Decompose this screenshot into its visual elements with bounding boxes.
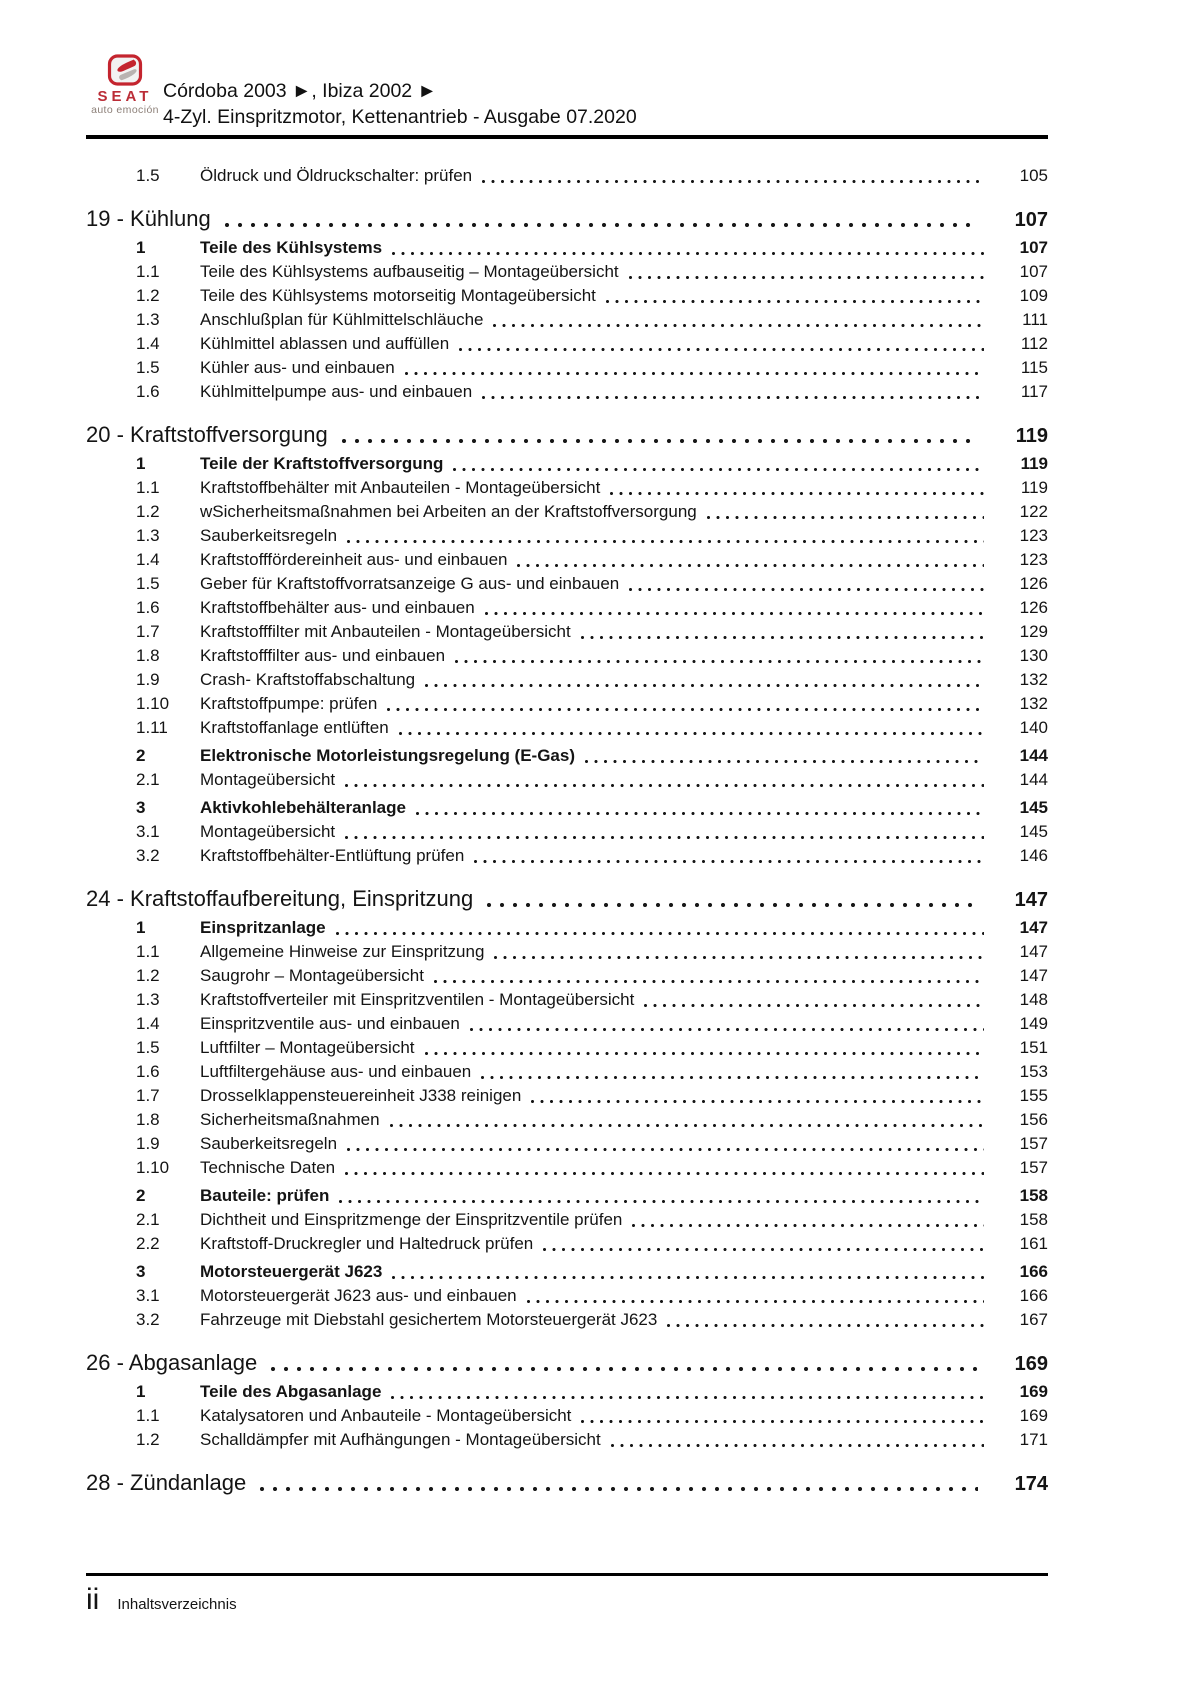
toc-row bbox=[86, 284, 1048, 308]
dot-leader bbox=[459, 348, 984, 351]
toc-row-title: 24 - Kraftstoffaufbereitung, Einspritzung bbox=[86, 886, 474, 911]
toc-row-number: 1 bbox=[136, 238, 146, 257]
dot-leader bbox=[390, 1124, 984, 1127]
dot-leader bbox=[347, 540, 984, 543]
toc-row-page: 117 bbox=[998, 380, 1048, 1684]
toc-row-title: Montageübersicht bbox=[200, 822, 336, 841]
toc-row-number: 1.2 bbox=[136, 966, 160, 985]
toc-row-title: Kraftstoff-Druckregler und Haltedruck prüfen bbox=[200, 1234, 534, 1253]
toc-row-title: Kraftstoffpumpe: prüfen bbox=[200, 694, 378, 713]
toc-row bbox=[86, 1060, 1048, 1084]
toc-row-page: 115 bbox=[998, 356, 1048, 1684]
toc-row-number: 1.3 bbox=[136, 526, 160, 545]
toc-row-number: 1.9 bbox=[136, 670, 160, 689]
brand-tagline: auto emoción bbox=[91, 104, 159, 116]
toc-row bbox=[86, 524, 1048, 548]
header-rule bbox=[86, 135, 1048, 139]
toc-row-title: Elektronische Motorleistungsregelung (E-Gas) bbox=[200, 746, 576, 765]
dot-leader bbox=[611, 1444, 984, 1447]
dot-leader bbox=[667, 1324, 984, 1327]
toc-row bbox=[86, 1208, 1048, 1232]
toc-row-number: 2.1 bbox=[136, 1210, 160, 1229]
toc-row-title: Drosselklappensteuereinheit J338 reinigen bbox=[200, 1086, 522, 1105]
toc-row-page: 140 bbox=[998, 716, 1048, 1684]
toc-row-title: Sicherheitsmaßnahmen bbox=[200, 1110, 380, 1129]
toc-row bbox=[86, 644, 1048, 668]
dot-leader bbox=[399, 732, 984, 735]
toc-row-page: 145 bbox=[998, 796, 1048, 1684]
toc-row-title: Katalysatoren und Anbauteile - Montageübersicht bbox=[200, 1406, 572, 1425]
toc-row-title: Kühler aus- und einbauen bbox=[200, 358, 395, 377]
dot-leader bbox=[345, 836, 984, 839]
seat-logo bbox=[84, 54, 166, 116]
dot-leader bbox=[474, 860, 984, 863]
toc-row-title: Teile des Kühlsystems bbox=[200, 238, 383, 257]
toc-row-number: 3 bbox=[136, 1262, 146, 1281]
toc-row-number: 1.8 bbox=[136, 646, 160, 665]
toc-row-title: Sauberkeitsregeln bbox=[200, 526, 338, 545]
toc-row-page: 156 bbox=[998, 1108, 1048, 1684]
toc-row bbox=[86, 668, 1048, 692]
toc-row bbox=[86, 1260, 1048, 1284]
dot-leader bbox=[339, 1200, 984, 1203]
toc-row-title: Geber für Kraftstoffvorratsanzeige G aus- und einbauen bbox=[200, 574, 620, 593]
toc-row bbox=[86, 452, 1048, 476]
toc-row bbox=[86, 206, 1048, 232]
toc-row-title: Schalldämpfer mit Aufhängungen - Montageübersicht bbox=[200, 1430, 601, 1449]
toc-row-title: Kühlmittelpumpe aus- und einbauen bbox=[200, 382, 473, 401]
dot-leader bbox=[707, 516, 984, 519]
toc-row-number: 1.11 bbox=[136, 718, 168, 737]
toc-row-title: 20 - Kraftstoffversorgung bbox=[86, 422, 328, 447]
toc-row-number: 1.5 bbox=[136, 1038, 160, 1057]
toc-row-page: 148 bbox=[998, 988, 1048, 1684]
dot-leader bbox=[494, 956, 984, 959]
toc-row bbox=[86, 1380, 1048, 1404]
toc-row bbox=[86, 1108, 1048, 1132]
brand-wordmark: SEAT bbox=[97, 88, 153, 105]
toc-row-title: Einspritzventile aus- und einbauen bbox=[200, 1014, 460, 1033]
toc-row-number: 1.6 bbox=[136, 382, 160, 401]
toc-row bbox=[86, 768, 1048, 792]
toc-row-title: Teile der Kraftstoffversorgung bbox=[200, 454, 444, 473]
toc-row bbox=[86, 164, 1048, 188]
dot-leader bbox=[487, 903, 978, 907]
toc-row-title: Öldruck und Öldruckschalter: prüfen bbox=[200, 166, 473, 185]
toc-row bbox=[86, 1308, 1048, 1332]
toc-row bbox=[86, 332, 1048, 356]
toc-row-page: 107 bbox=[994, 207, 1048, 1684]
toc-row-number: 1.6 bbox=[136, 1062, 160, 1081]
toc-row-title: Kraftstoffbehälter mit Anbauteilen - Montageübersicht bbox=[200, 478, 601, 497]
toc-row-title: Teile des Kühlsystems aufbauseitig – Montageübersicht bbox=[200, 262, 619, 281]
toc-row bbox=[86, 964, 1048, 988]
toc-row-number: 2 bbox=[136, 1186, 146, 1205]
toc-row-page: 166 bbox=[998, 1284, 1048, 1684]
toc-row-page: 111 bbox=[998, 308, 1048, 1684]
dot-leader bbox=[481, 1076, 984, 1079]
toc-row bbox=[86, 744, 1048, 768]
toc-row-title: wSicherheitsmaßnahmen bei Arbeiten an der Kraftstoffversorgung bbox=[200, 502, 697, 521]
toc-row-number: 1.5 bbox=[136, 574, 160, 593]
dot-leader bbox=[531, 1100, 984, 1103]
table-of-contents bbox=[86, 164, 1048, 1496]
header-title-line1: Córdoba 2003 ►, Ibiza 2002 ► bbox=[163, 80, 437, 102]
toc-row-page: 147 bbox=[998, 964, 1048, 1684]
footer-rule bbox=[86, 1573, 1048, 1576]
dot-leader bbox=[629, 588, 984, 591]
toc-row-title: Dichtheit und Einspritzmenge der Einspritzventile prüfen bbox=[200, 1210, 623, 1229]
toc-row bbox=[86, 820, 1048, 844]
toc-row bbox=[86, 1012, 1048, 1036]
toc-row-number: 1.1 bbox=[136, 942, 160, 961]
toc-row-number: 2 bbox=[136, 746, 146, 765]
toc-row bbox=[86, 1156, 1048, 1180]
toc-row bbox=[86, 886, 1048, 912]
toc-row-number: 1.4 bbox=[136, 550, 160, 569]
toc-row-number: 1.5 bbox=[136, 166, 160, 185]
toc-row-number: 2.1 bbox=[136, 770, 160, 789]
toc-row-number: 3.2 bbox=[136, 846, 160, 865]
dot-leader bbox=[391, 1396, 984, 1399]
toc-row-page: 123 bbox=[998, 548, 1048, 1684]
toc-row-title: Allgemeine Hinweise zur Einspritzung bbox=[200, 942, 485, 961]
toc-row-page: 157 bbox=[998, 1156, 1048, 1684]
toc-row bbox=[86, 596, 1048, 620]
dot-leader bbox=[517, 564, 984, 567]
dot-leader bbox=[345, 1172, 984, 1175]
toc-row-number: 1.6 bbox=[136, 598, 160, 617]
toc-row bbox=[86, 422, 1048, 448]
dot-leader bbox=[271, 1367, 978, 1371]
toc-row-page: 147 bbox=[998, 940, 1048, 1684]
toc-row bbox=[86, 356, 1048, 380]
toc-row bbox=[86, 940, 1048, 964]
toc-row-page: 171 bbox=[998, 1428, 1048, 1684]
toc-row-number: 1.3 bbox=[136, 990, 160, 1009]
toc-row-page: 144 bbox=[998, 768, 1048, 1684]
toc-row-number: 1 bbox=[136, 918, 146, 937]
toc-row-title: Einspritzanlage bbox=[200, 918, 326, 937]
dot-leader bbox=[493, 324, 984, 327]
toc-row-number: 1.3 bbox=[136, 310, 160, 329]
footer-text: Inhaltsverzeichnis bbox=[117, 1596, 237, 1613]
toc-row-number: 3.1 bbox=[136, 1286, 160, 1305]
toc-row-title: Kraftstofffördereinheit aus- und einbauen bbox=[200, 550, 508, 569]
toc-row-page: 112 bbox=[998, 332, 1048, 1684]
toc-row bbox=[86, 1232, 1048, 1256]
toc-row-page: 122 bbox=[998, 500, 1048, 1684]
toc-row-number: 1.4 bbox=[136, 1014, 160, 1033]
toc-row bbox=[86, 236, 1048, 260]
toc-row-title: 26 - Abgasanlage bbox=[86, 1350, 258, 1375]
toc-row-page: 132 bbox=[998, 692, 1048, 1684]
toc-row-title: Luftfiltergehäuse aus- und einbauen bbox=[200, 1062, 472, 1081]
toc-row bbox=[86, 260, 1048, 284]
toc-row bbox=[86, 916, 1048, 940]
dot-leader bbox=[453, 468, 984, 471]
header-titles bbox=[163, 78, 637, 130]
toc-row-title: Luftfilter – Montageübersicht bbox=[200, 1038, 415, 1057]
toc-row-title: Sauberkeitsregeln bbox=[200, 1134, 338, 1153]
toc-row-title: Crash- Kraftstoffabschaltung bbox=[200, 670, 416, 689]
dot-leader bbox=[392, 252, 984, 255]
toc-row-title: Anschlußplan für Kühlmittelschläuche bbox=[200, 310, 484, 329]
dot-leader bbox=[405, 372, 984, 375]
toc-row-page: 107 bbox=[998, 260, 1048, 1684]
toc-row-page: 123 bbox=[998, 524, 1048, 1684]
toc-row-page: 105 bbox=[998, 164, 1048, 1684]
toc-row-number: 1.2 bbox=[136, 1430, 160, 1449]
toc-row bbox=[86, 500, 1048, 524]
toc-row-page: 146 bbox=[998, 844, 1048, 1684]
toc-row-number: 3.1 bbox=[136, 822, 160, 841]
header-title-line2: 4-Zyl. Einspritzmotor, Kettenantrieb - Ausgabe 07.2020 bbox=[163, 106, 637, 128]
toc-row-page: 169 bbox=[994, 1351, 1048, 1684]
toc-row-number: 1.5 bbox=[136, 358, 160, 377]
toc-row-page: 144 bbox=[998, 744, 1048, 1684]
toc-row-number: 1 bbox=[136, 454, 146, 473]
toc-row-title: Motorsteuergerät J623 aus- und einbauen bbox=[200, 1286, 517, 1305]
dot-leader bbox=[392, 1276, 984, 1279]
seat-emblem-icon bbox=[105, 54, 145, 88]
toc-row-page: 169 bbox=[998, 1380, 1048, 1684]
toc-row-page: 126 bbox=[998, 572, 1048, 1684]
toc-row-title: Technische Daten bbox=[200, 1158, 336, 1177]
toc-row-title: Motorsteuergerät J623 bbox=[200, 1262, 383, 1281]
dot-leader bbox=[225, 223, 978, 227]
toc-row bbox=[86, 1132, 1048, 1156]
toc-row bbox=[86, 1184, 1048, 1208]
toc-row-page: 119 bbox=[994, 423, 1048, 1684]
toc-row-title: Aktivkohlebehälteranlage bbox=[200, 798, 406, 817]
toc-row-title: Teile des Kühlsystems motorseitig Montageübersicht bbox=[200, 286, 596, 305]
toc-row bbox=[86, 1470, 1048, 1496]
toc-row-number: 1.7 bbox=[136, 622, 160, 641]
toc-row bbox=[86, 380, 1048, 404]
toc-row-page: 107 bbox=[998, 236, 1048, 1684]
toc-row-page: 130 bbox=[998, 644, 1048, 1684]
dot-leader bbox=[585, 760, 984, 763]
toc-row bbox=[86, 1036, 1048, 1060]
footer-page-label: ii bbox=[86, 1583, 100, 1616]
toc-row-page: 119 bbox=[998, 452, 1048, 1684]
dot-leader bbox=[482, 180, 984, 183]
dot-leader bbox=[527, 1300, 984, 1303]
toc-row bbox=[86, 620, 1048, 644]
toc-row-number: 1.1 bbox=[136, 1406, 160, 1425]
toc-row bbox=[86, 548, 1048, 572]
toc-row-title: Kraftstoffanlage entlüften bbox=[200, 718, 389, 737]
toc-row-page: 151 bbox=[998, 1036, 1048, 1684]
toc-row-page: 145 bbox=[998, 820, 1048, 1684]
toc-row bbox=[86, 308, 1048, 332]
toc-row-page: 129 bbox=[998, 620, 1048, 1684]
dot-leader bbox=[425, 684, 984, 687]
dot-leader bbox=[336, 932, 984, 935]
toc-row-title: Saugrohr – Montageübersicht bbox=[200, 966, 424, 985]
toc-row-page: 174 bbox=[994, 1471, 1048, 1684]
toc-row bbox=[86, 988, 1048, 1012]
dot-leader bbox=[342, 439, 978, 443]
toc-row bbox=[86, 844, 1048, 868]
dot-leader bbox=[581, 1420, 984, 1423]
toc-row-page: 157 bbox=[998, 1132, 1048, 1684]
toc-row-number: 1.1 bbox=[136, 262, 160, 281]
toc-row-title: 28 - Zündanlage bbox=[86, 1470, 247, 1495]
toc-row bbox=[86, 1350, 1048, 1376]
dot-leader bbox=[425, 1052, 984, 1055]
toc-row-title: 19 - Kühlung bbox=[86, 206, 211, 231]
dot-leader bbox=[610, 492, 984, 495]
toc-row-title: Kraftstoffverteiler mit Einspritzventilen - Montageübersicht bbox=[200, 990, 635, 1009]
toc-row bbox=[86, 692, 1048, 716]
toc-row-number: 1.10 bbox=[136, 1158, 170, 1177]
dot-leader bbox=[543, 1248, 984, 1251]
toc-row-number: 1 bbox=[136, 1382, 146, 1401]
toc-row-page: 147 bbox=[994, 887, 1048, 1684]
dot-leader bbox=[470, 1028, 984, 1031]
toc-row-page: 132 bbox=[998, 668, 1048, 1684]
toc-row-page: 155 bbox=[998, 1084, 1048, 1684]
toc-row-page: 147 bbox=[998, 916, 1048, 1684]
toc-row-title: Kühlmittel ablassen und auffüllen bbox=[200, 334, 450, 353]
dot-leader bbox=[485, 612, 984, 615]
toc-row-number: 1.2 bbox=[136, 502, 160, 521]
toc-row bbox=[86, 1404, 1048, 1428]
dot-leader bbox=[482, 396, 984, 399]
toc-row-number: 1.4 bbox=[136, 334, 160, 353]
toc-row bbox=[86, 716, 1048, 740]
dot-leader bbox=[581, 636, 984, 639]
toc-row-page: 119 bbox=[998, 476, 1048, 1684]
dot-leader bbox=[434, 980, 984, 983]
toc-row-page: 167 bbox=[998, 1308, 1048, 1684]
toc-row-number: 2.2 bbox=[136, 1234, 160, 1253]
toc-row bbox=[86, 476, 1048, 500]
toc-row-number: 1.7 bbox=[136, 1086, 160, 1105]
toc-row-number: 1.1 bbox=[136, 478, 160, 497]
toc-row bbox=[86, 572, 1048, 596]
dot-leader bbox=[629, 276, 984, 279]
toc-row-title: Kraftstofffilter mit Anbauteilen - Montageübersicht bbox=[200, 622, 571, 641]
dot-leader bbox=[260, 1487, 978, 1491]
toc-row bbox=[86, 1084, 1048, 1108]
toc-row-page: 169 bbox=[998, 1404, 1048, 1684]
dot-leader bbox=[416, 812, 984, 815]
toc-row-page: 161 bbox=[998, 1232, 1048, 1684]
dot-leader bbox=[632, 1224, 984, 1227]
toc-row-title: Kraftstofffilter aus- und einbauen bbox=[200, 646, 446, 665]
toc-row-page: 109 bbox=[998, 284, 1048, 1684]
toc-row-page: 166 bbox=[998, 1260, 1048, 1684]
toc-row-number: 3.2 bbox=[136, 1310, 160, 1329]
dot-leader bbox=[347, 1148, 984, 1151]
toc-row-title: Bauteile: prüfen bbox=[200, 1186, 330, 1205]
toc-row-title: Montageübersicht bbox=[200, 770, 336, 789]
dot-leader bbox=[644, 1004, 984, 1007]
toc-row-page: 158 bbox=[998, 1208, 1048, 1684]
toc-row-title: Kraftstoffbehälter-Entlüftung prüfen bbox=[200, 846, 465, 865]
toc-row-page: 149 bbox=[998, 1012, 1048, 1684]
toc-row-title: Teile des Abgasanlage bbox=[200, 1382, 382, 1401]
dot-leader bbox=[606, 300, 984, 303]
toc-row bbox=[86, 1428, 1048, 1452]
dot-leader bbox=[455, 660, 984, 663]
toc-row-page: 126 bbox=[998, 596, 1048, 1684]
toc-row bbox=[86, 796, 1048, 820]
footer bbox=[86, 1584, 237, 1616]
toc-row-number: 1.8 bbox=[136, 1110, 160, 1129]
dot-leader bbox=[387, 708, 984, 711]
toc-row-title: Fahrzeuge mit Diebstahl gesichertem Motorsteuergerät J623 bbox=[200, 1310, 658, 1329]
toc-row-page: 158 bbox=[998, 1184, 1048, 1684]
toc-row-number: 1.9 bbox=[136, 1134, 160, 1153]
toc-row bbox=[86, 1284, 1048, 1308]
toc-row-number: 1.2 bbox=[136, 286, 160, 305]
toc-row-page: 153 bbox=[998, 1060, 1048, 1684]
toc-row-title: Kraftstoffbehälter aus- und einbauen bbox=[200, 598, 475, 617]
toc-row-number: 3 bbox=[136, 798, 146, 817]
toc-row-number: 1.10 bbox=[136, 694, 170, 713]
dot-leader bbox=[345, 784, 984, 787]
